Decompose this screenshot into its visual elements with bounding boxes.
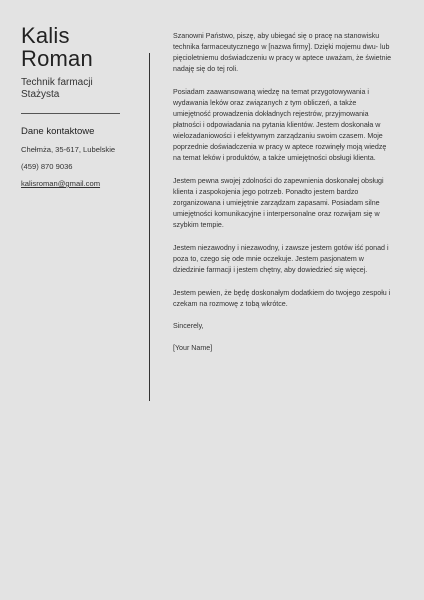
letter-body [173, 31, 395, 365]
contact-heading: Dane kontaktowe [21, 126, 95, 137]
sidebar [21, 24, 125, 188]
vertical-divider [149, 53, 150, 401]
sidebar-divider [21, 113, 120, 114]
letter-paragraph: Szanowni Państwo, piszę, aby ubiegać się o pracę na stanowisku technika farmaceutycznego w [nazwa firmy]. Dzięki mojemu dwu- lub pięcioletniemu doświadczeniu w pracy w aptece uważam, że świetnie nadaję się do tej roli. [173, 32, 392, 74]
letter-paragraph: Jestem pewna swojej zdolności do zapewnienia doskonałej obsługi klienta i zaspokojenia jego potrzeb. Ponadto jestem bardzo zorganizowana i umiejętnie zarządzam zapasami. Posiadam silne umiejętności komunikacyjne i interpersonalne oraz rozwijam się w szybkim tempie. [173, 177, 384, 230]
contact-phone: (459) 870 9036 [21, 162, 73, 171]
letter-signature: [Your Name] [173, 343, 213, 352]
letter-paragraph: Posiadam zaawansowaną wiedzę na temat przygotowywania i wydawania leków oraz związanych z tym obliczeń, a także umiejętność prowadzenia dokładnych rejestrów, przyjmowania płatności i odpowiadania na pytania klientów. Jestem doskonała w wielozadaniowości i efektywnym zarządzaniu swoim czasem. Moje poprzednie doświadczenia w pracy w aptece rozwinęły moją wiedzę na temat leków i produktów, a także umiejętności obsługi klienta. [173, 87, 387, 163]
job-title-line-2: Stażysta [21, 89, 60, 100]
contact-email-link[interactable]: kalisroman@gmail.com [21, 179, 101, 188]
job-title [21, 77, 125, 101]
first-name: Kalis [21, 23, 70, 48]
letter-closing: Sincerely, [173, 322, 204, 331]
letter-paragraph: Jestem pewien, że będę doskonałym dodatkiem do twojego zespołu i czekam na rozmowę z tobą wkrótce. [173, 288, 391, 308]
letter-paragraph: Jestem niezawodny i niezawodny, i zawsze jestem gotów iść ponad i poza to, czego się ode mnie oczekuje. Jestem pasjonatem w dziedzinie farmacji i jestem chętny, aby dowiedzieć się więcej. [173, 244, 389, 275]
contact-address: Chełmża, 35-617, Lubelskie [21, 145, 116, 154]
job-title-line-1: Technik farmacji [21, 77, 93, 88]
last-name: Roman [21, 46, 93, 71]
